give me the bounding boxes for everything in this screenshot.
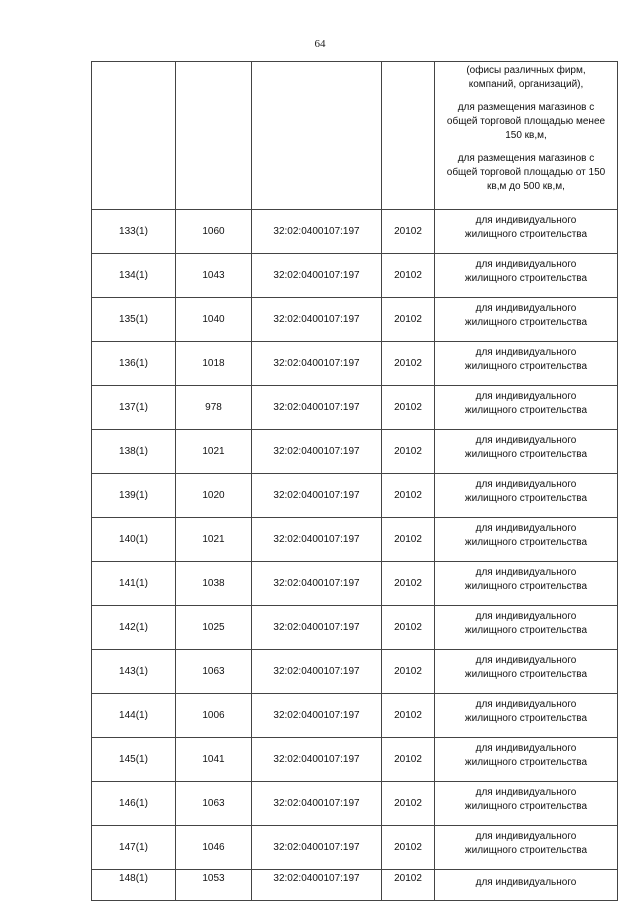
area-cell: 1021 xyxy=(176,518,252,562)
use-text: для индивидуального xyxy=(475,877,577,888)
code-cell: 20102 xyxy=(382,826,435,870)
use-paragraph: (офисы различных фирм, компаний, организаций), xyxy=(466,65,586,90)
cadastral-number-cell: 32:02:0400107:197 xyxy=(252,474,382,518)
use-text: для индивидуального жилищного строительства xyxy=(464,611,588,636)
code-cell: 20102 xyxy=(382,430,435,474)
table-row xyxy=(92,298,618,342)
area-cell: 1060 xyxy=(176,210,252,254)
use-paragraph: для размещения магазинов с общей торговой площадью менее 150 кв,м, xyxy=(446,102,606,141)
use-cell xyxy=(435,518,618,562)
use-text: для индивидуального жилищного строительства xyxy=(464,479,588,504)
area-cell: 978 xyxy=(176,386,252,430)
page-number: 64 xyxy=(314,38,326,50)
use-cell xyxy=(435,738,618,782)
row-number-cell: 136(1) xyxy=(92,342,176,386)
cadastral-number-cell: 32:02:0400107:197 xyxy=(252,386,382,430)
code-cell: 20102 xyxy=(382,474,435,518)
table-row xyxy=(92,254,618,298)
table-cell xyxy=(92,62,176,210)
use-cell xyxy=(435,298,618,342)
area-cell: 1063 xyxy=(176,650,252,694)
area-cell: 1046 xyxy=(176,826,252,870)
cadastral-number-cell: 32:02:0400107:197 xyxy=(252,210,382,254)
use-text: для индивидуального жилищного строительства xyxy=(464,347,588,372)
cadastral-number-cell: 32:02:0400107:197 xyxy=(252,254,382,298)
code-cell: 20102 xyxy=(382,738,435,782)
area-cell: 1043 xyxy=(176,254,252,298)
code-cell: 20102 xyxy=(382,298,435,342)
cadastral-number-cell: 32:02:0400107:197 xyxy=(252,650,382,694)
area-cell: 1063 xyxy=(176,782,252,826)
code-cell: 20102 xyxy=(382,870,435,901)
row-number-cell: 133(1) xyxy=(92,210,176,254)
table-row xyxy=(92,826,618,870)
table-row xyxy=(92,738,618,782)
table-row xyxy=(92,518,618,562)
table-row xyxy=(92,474,618,518)
use-text: для индивидуального жилищного строительства xyxy=(464,303,588,328)
row-number-cell: 139(1) xyxy=(92,474,176,518)
code-cell: 20102 xyxy=(382,254,435,298)
area-cell: 1021 xyxy=(176,430,252,474)
land-plots-table xyxy=(91,61,618,901)
use-cell xyxy=(435,342,618,386)
cadastral-number-cell: 32:02:0400107:197 xyxy=(252,562,382,606)
table-row xyxy=(92,210,618,254)
area-cell: 1040 xyxy=(176,298,252,342)
table-row xyxy=(92,694,618,738)
row-number-cell: 140(1) xyxy=(92,518,176,562)
use-text: для индивидуального жилищного строительства xyxy=(464,391,588,416)
use-text: для индивидуального жилищного строительства xyxy=(464,655,588,680)
cadastral-number-cell: 32:02:0400107:197 xyxy=(252,518,382,562)
use-text: для индивидуального жилищного строительства xyxy=(464,743,588,768)
area-cell: 1018 xyxy=(176,342,252,386)
use-text: для индивидуального жилищного строительства xyxy=(464,787,588,812)
table-row xyxy=(92,782,618,826)
code-cell: 20102 xyxy=(382,694,435,738)
use-cell xyxy=(435,650,618,694)
row-number-cell: 135(1) xyxy=(92,298,176,342)
use-cell xyxy=(435,386,618,430)
code-cell: 20102 xyxy=(382,518,435,562)
cadastral-number-cell: 32:02:0400107:197 xyxy=(252,430,382,474)
use-text: для индивидуального жилищного строительства xyxy=(464,567,588,592)
use-text: для индивидуального жилищного строительства xyxy=(464,435,588,460)
row-number-cell: 146(1) xyxy=(92,782,176,826)
row-number-cell: 137(1) xyxy=(92,386,176,430)
use-cell xyxy=(435,474,618,518)
area-cell: 1038 xyxy=(176,562,252,606)
cadastral-number-cell: 32:02:0400107:197 xyxy=(252,342,382,386)
area-cell: 1025 xyxy=(176,606,252,650)
code-cell: 20102 xyxy=(382,210,435,254)
use-cell xyxy=(435,210,618,254)
use-text: для индивидуального жилищного строительства xyxy=(464,523,588,548)
area-cell: 1020 xyxy=(176,474,252,518)
cadastral-number-cell: 32:02:0400107:197 xyxy=(252,738,382,782)
use-cell xyxy=(435,694,618,738)
cadastral-number-cell: 32:02:0400107:197 xyxy=(252,826,382,870)
use-cell xyxy=(435,782,618,826)
area-cell: 1041 xyxy=(176,738,252,782)
use-cell xyxy=(435,870,618,901)
row-number-cell: 145(1) xyxy=(92,738,176,782)
use-cell xyxy=(435,826,618,870)
code-cell: 20102 xyxy=(382,342,435,386)
use-cell xyxy=(435,606,618,650)
code-cell: 20102 xyxy=(382,782,435,826)
table-row xyxy=(92,650,618,694)
cadastral-number-cell: 32:02:0400107:197 xyxy=(252,782,382,826)
use-cell xyxy=(435,62,618,210)
row-number-cell: 148(1) xyxy=(92,870,176,901)
row-number-cell: 141(1) xyxy=(92,562,176,606)
area-cell: 1006 xyxy=(176,694,252,738)
use-text: для индивидуального жилищного строительства xyxy=(464,215,588,240)
code-cell: 20102 xyxy=(382,386,435,430)
table-row xyxy=(92,606,618,650)
continuation-row xyxy=(92,62,618,210)
cadastral-number-cell: 32:02:0400107:197 xyxy=(252,298,382,342)
row-number-cell: 147(1) xyxy=(92,826,176,870)
cadastral-number-cell: 32:02:0400107:197 xyxy=(252,694,382,738)
row-number-cell: 144(1) xyxy=(92,694,176,738)
use-text: для индивидуального жилищного строительства xyxy=(464,831,588,856)
table-row xyxy=(92,386,618,430)
use-cell xyxy=(435,254,618,298)
table-row xyxy=(92,870,618,901)
row-number-cell: 142(1) xyxy=(92,606,176,650)
use-paragraph: для размещения магазинов с общей торговой площадью от 150 кв,м до 500 кв,м, xyxy=(446,153,606,192)
use-cell xyxy=(435,430,618,474)
cadastral-number-cell: 32:02:0400107:197 xyxy=(252,870,382,901)
use-text: для индивидуального жилищного строительства xyxy=(464,259,588,284)
code-cell: 20102 xyxy=(382,650,435,694)
row-number-cell: 143(1) xyxy=(92,650,176,694)
row-number-cell: 138(1) xyxy=(92,430,176,474)
use-text: для индивидуального жилищного строительства xyxy=(464,699,588,724)
code-cell: 20102 xyxy=(382,562,435,606)
table-cell xyxy=(382,62,435,210)
cadastral-number-cell: 32:02:0400107:197 xyxy=(252,606,382,650)
code-cell: 20102 xyxy=(382,606,435,650)
use-cell xyxy=(435,562,618,606)
table-cell xyxy=(252,62,382,210)
row-number-cell: 134(1) xyxy=(92,254,176,298)
area-cell: 1053 xyxy=(176,870,252,901)
table-row xyxy=(92,562,618,606)
table-row xyxy=(92,430,618,474)
table-row xyxy=(92,342,618,386)
table-cell xyxy=(176,62,252,210)
